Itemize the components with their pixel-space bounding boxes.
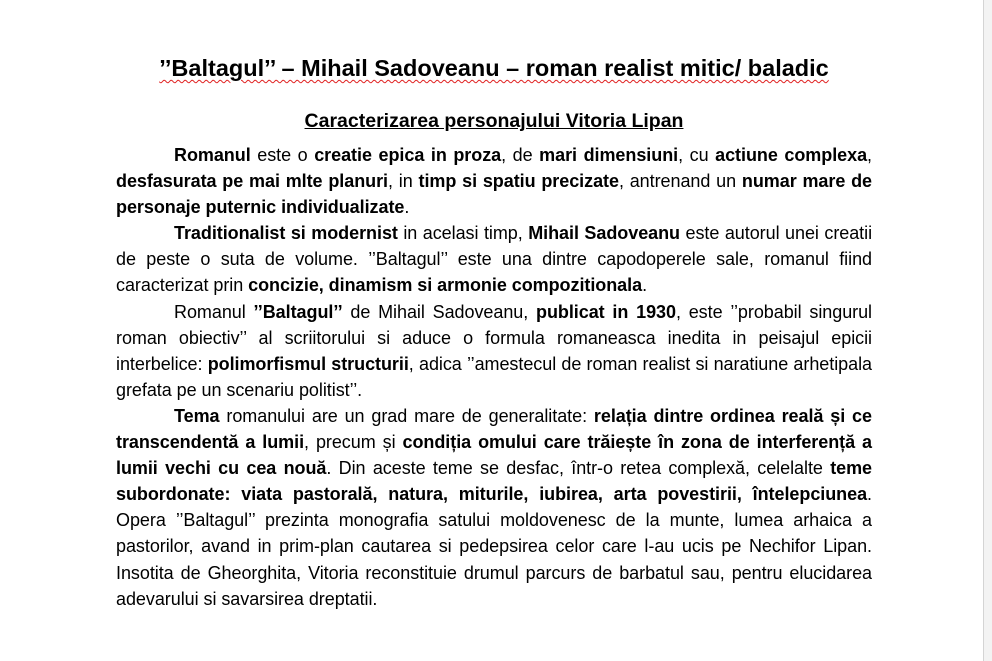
text-run: . Din aceste teme se desfac, într-o retea complexă, celelalte	[326, 458, 831, 479]
text-run: Mihail Sadoveanu	[528, 223, 681, 244]
text-run: mari dimensiuni	[539, 145, 679, 165]
paragraph-4	[116, 403, 872, 612]
text-run: polimorfismul structurii	[207, 353, 409, 374]
paragraph-2	[116, 220, 872, 298]
text-run: teme subordonate: viata pastorală, natura, miturile, iubirea, arta povestirii, întelepciunea	[116, 458, 873, 505]
page-border	[983, 0, 984, 661]
text-run: este o	[250, 145, 315, 165]
text-run: publicat in 1930	[536, 301, 676, 322]
text-run: condiția omului care trăiește în zona de interferență a lumii vechi cu cea nouă	[116, 432, 872, 479]
text-run: , de	[501, 145, 540, 165]
text-run: , in	[388, 171, 419, 192]
text-run: relația dintre ordinea reală și ce transcendentă a lumii	[116, 405, 872, 453]
text-run: Romanul	[174, 145, 251, 165]
text-run: Romanul	[174, 301, 254, 322]
text-run: ’’Baltagul’’	[253, 301, 343, 322]
paragraph-1	[116, 142, 872, 220]
text-run: , cu	[678, 145, 716, 165]
text-run: modernist	[311, 223, 398, 244]
document-title	[116, 50, 872, 86]
text-run: , precum și	[304, 432, 403, 453]
document-subtitle: Caracterizarea personajului Vitoria Lipan	[304, 110, 684, 132]
document-title-text: ’’Baltagul’’ – Mihail Sadoveanu – roman realist mitic/ baladic	[159, 55, 829, 81]
text-run: actiune complexa	[715, 145, 868, 165]
text-run: Traditionalist	[174, 223, 286, 244]
text-run: , este ’’probabil singurul roman obiectiv’’ al scriitorului si aduce o formula romaneasca inedita in peisajul epicii interbelice:	[116, 301, 873, 374]
text-run: . Opera ’’Baltagul’’ prezinta monografia satului moldovenesc de la munte, lumea arhaica a pastorilor, avand in prim-plan cautarea si pedepsirea celor care l-au ucis pe Nechifor Lipan. Insotita de Gheorghita, Vitoria reconstituie drumul parcurs de barbatul sau, pentru elucidarea adevarului si savarsirea dreptatii.	[116, 484, 872, 609]
text-run: si	[290, 223, 306, 244]
text-run: .	[642, 275, 648, 296]
text-run: creatie epica in proza	[314, 145, 502, 165]
text-run: ,	[867, 145, 872, 165]
text-run: este autorul unei creatii de peste o suta de volume. ’’Baltagul’’ este una dintre capodoperele sale, romanul fiind caracterizat prin	[116, 223, 873, 296]
page-gutter	[984, 0, 992, 661]
text-run: , antrenand un	[618, 171, 742, 192]
text-run: Tema	[174, 405, 220, 426]
text-run: concizie, dinamism si armonie compozitionala	[248, 275, 643, 296]
text-run: in acelasi timp,	[397, 223, 529, 244]
text-run: desfasurata pe mai mlte planuri	[116, 171, 388, 192]
text-run: de Mihail Sadoveanu,	[342, 301, 537, 322]
text-run: numar mare de personaje puternic individualizate	[116, 171, 873, 218]
paragraph-3	[116, 299, 872, 403]
document-page	[116, 50, 872, 612]
text-run: , adica ’’amestecul de roman realist si naratiune arhetipala grefata pe un scenariu politist’’.	[116, 353, 872, 400]
text-run: timp si spatiu precizate	[418, 171, 619, 192]
text-run: .	[404, 197, 410, 218]
text-run: romanului are un grad mare de generalitate:	[219, 405, 594, 426]
document-body	[116, 142, 872, 612]
